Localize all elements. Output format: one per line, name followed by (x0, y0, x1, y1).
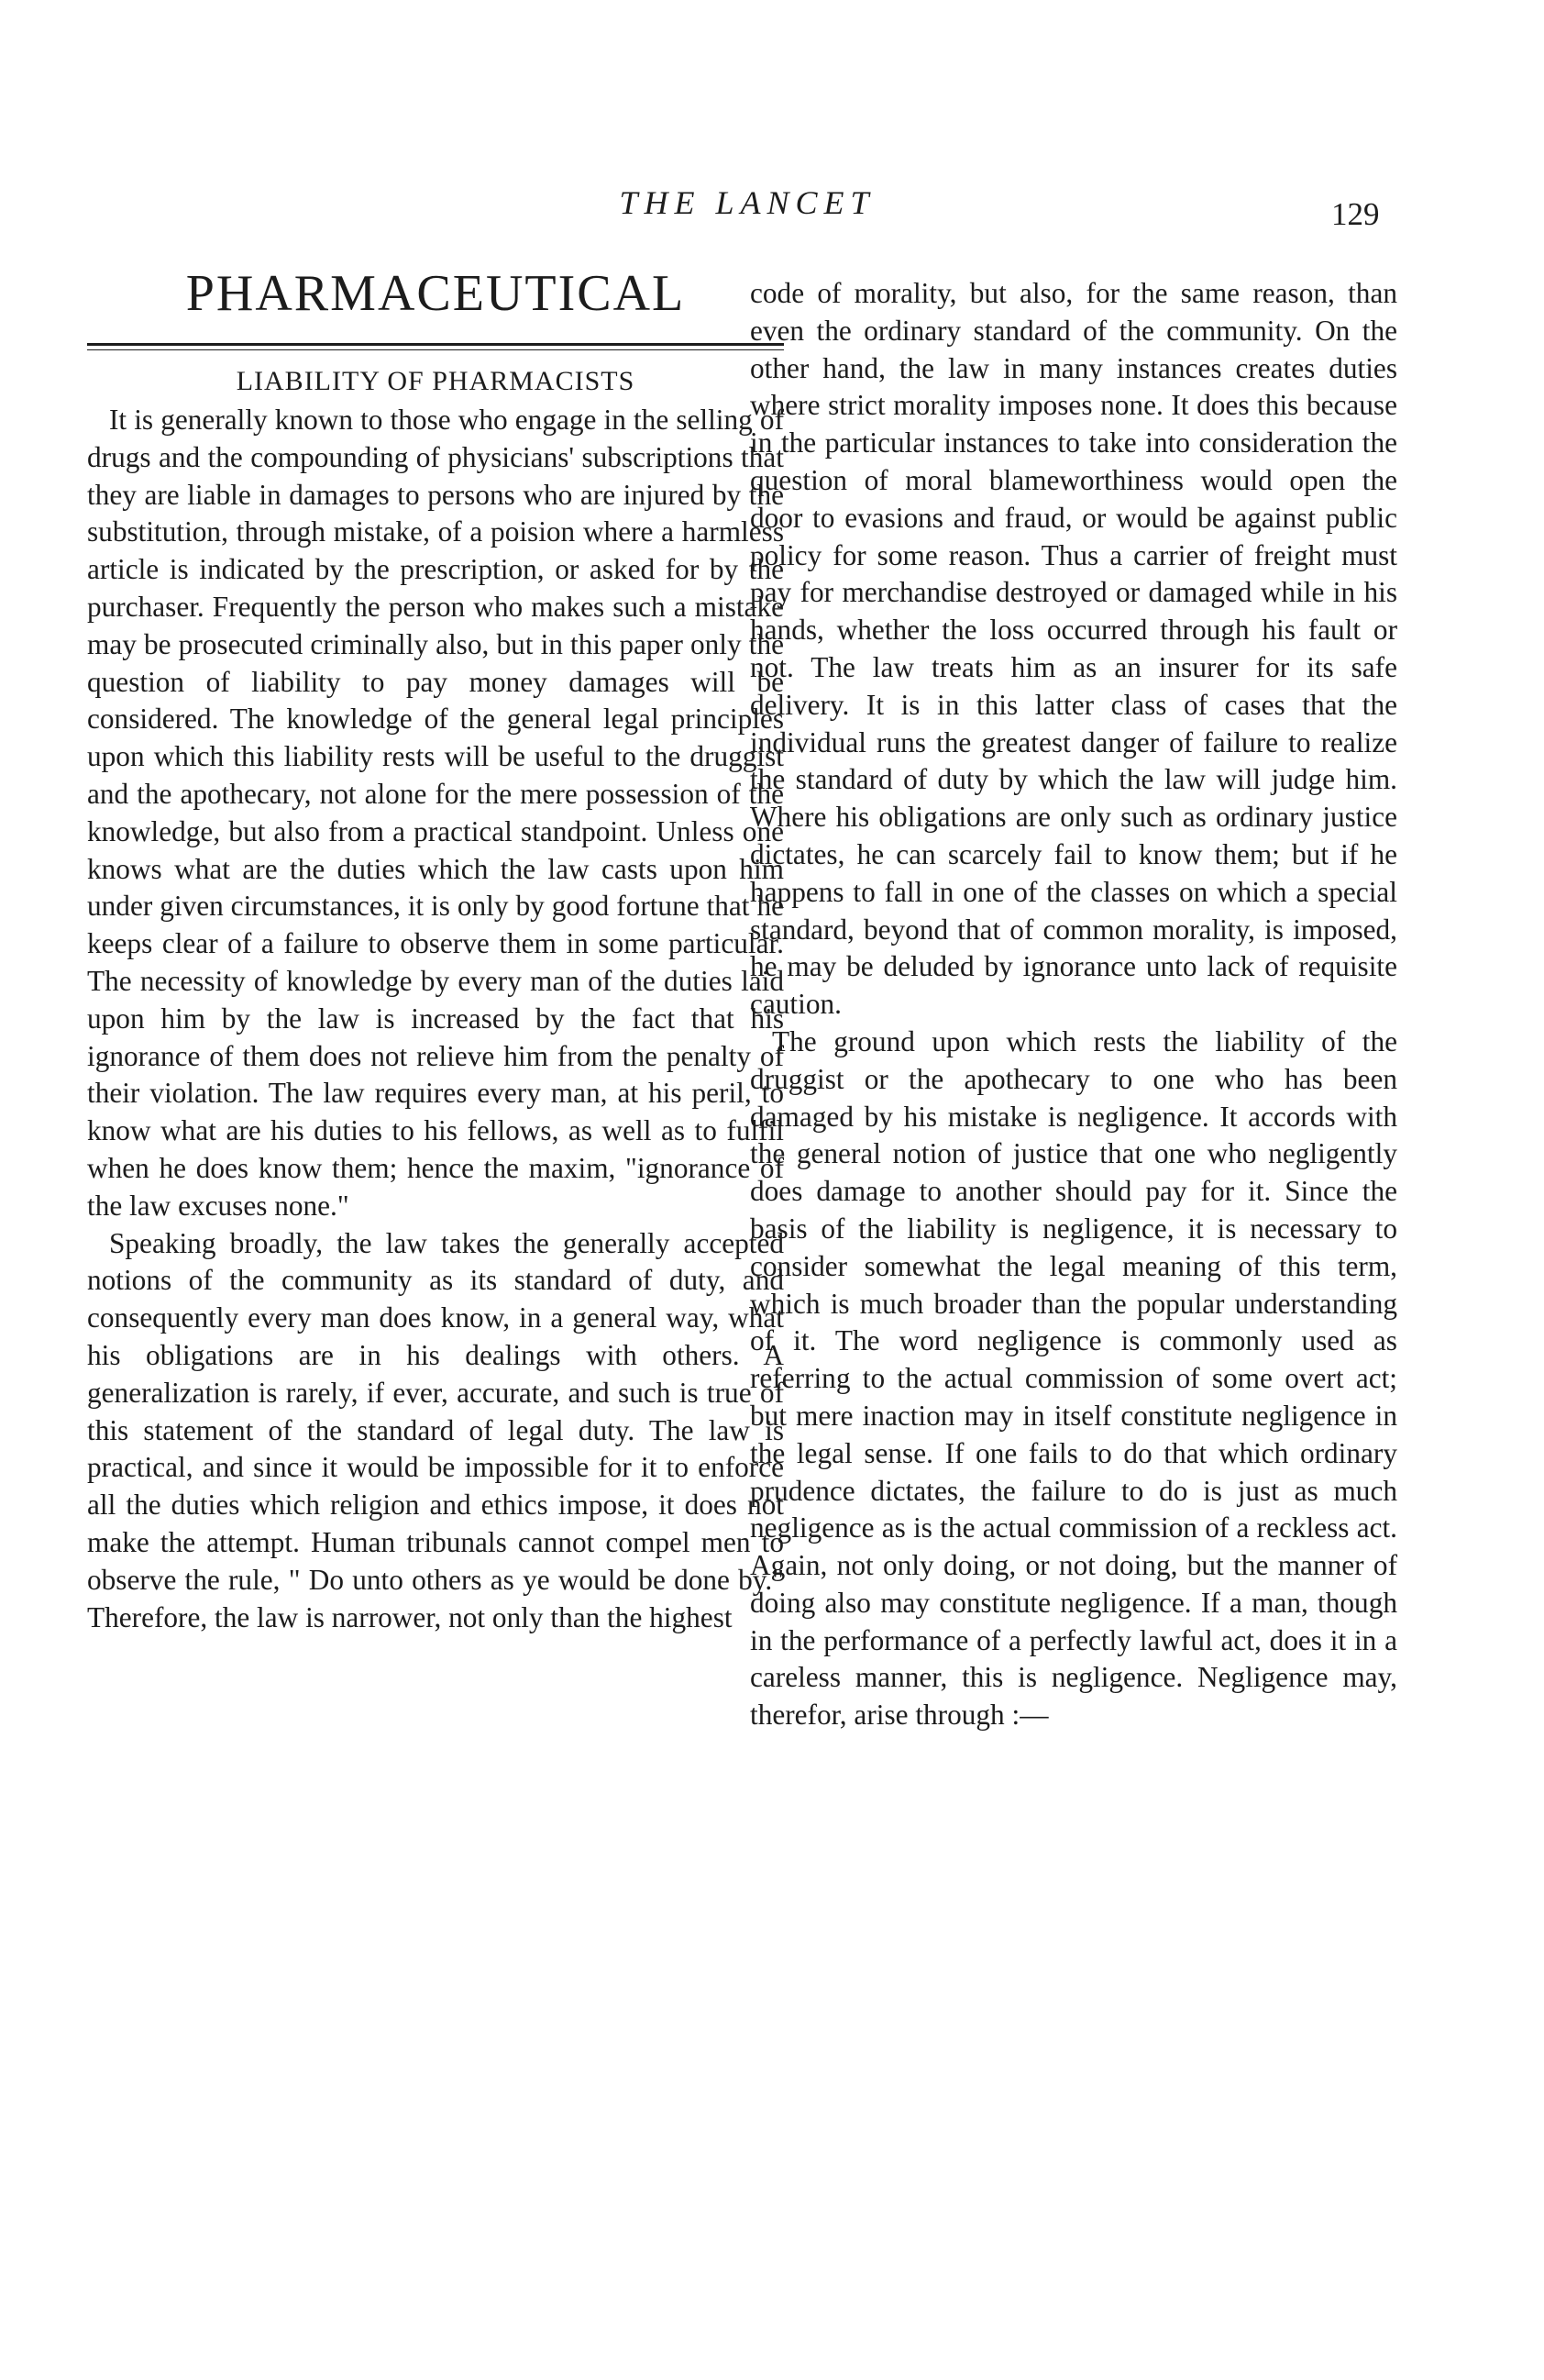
section-title: PHARMACEUTICAL (185, 265, 686, 322)
running-head: THE LANCET (619, 184, 876, 221)
page-number: 129 (1331, 196, 1380, 232)
left-column (87, 264, 784, 1636)
left-paragraph-2: Speaking broadly, the law takes the generally accepted notions of the community as its standard of duty, and consequently every man does know, in a general way, what his obligations are in his dealings with others. A generalization is rarely, if ever, accurate, and such is true of this statement of the standard of legal duty. The law is practical, and since it would be impossible for it to enforce all the duties which religion and ethics impose, it does not make the attempt. Human tribunals cannot compel men to observe the rule, " Do unto others as ye would be done by." Therefore, the law is narrower, not only than the highest (87, 1226, 784, 1633)
right-paragraph-1: code of morality, but also, for the same reason, than even the ordinary standard of the community. On the other hand, the law in many instances creates duties where strict morality imposes none. It does this because in the particular instances to take into consideration the question of moral blameworthiness would open the door to evasions and fraud, or would be against public policy for some reason. Thus a carrier of freight must pay for merchandise destroyed or damaged while in his hands, whether the loss occurred through his fault or not. The law treats him as an insurer for its safe delivery. It is in this latter class of cases that the individual runs the greatest danger of failure to realize the standard of duty by which the law will judge him. Where his obligations are only such as ordinary justice dictates, he can scarcely fail to know them; but if he happens to fall in one of the classes on which a special standard, beyond that of common morality, is imposed, he may be deluded by ignorance unto lack of requisite caution. (750, 277, 1397, 1021)
right-column (750, 275, 1397, 1734)
left-paragraph-1: It is generally known to those who engage in the selling of drugs and the compounding of physicians' subscriptions that they are liable in damages to persons who are injured by the substitution, through mistake, of a poision where a harmless article is indicated by the prescription, or asked for by the purchaser. Frequently the person who makes such a mistake may be prosecuted criminally also, but in this paper only the question of liability to pay money damages will be considered. The knowledge of the general legal principles upon which this liability rests will be useful to the druggist and the apothecary, not alone for the mere possession of the knowledge, but also from a practical standpoint. Unless one knows what are the duties which the law casts upon him under given circumstances, it is only by good fortune that he keeps clear of a failure to observe them in some particular. The necessity of knowledge by every man of the duties laid upon him by the law is increased by the fact that his ignorance of them does not relieve him from the penalty of their violation. The law requires every man, at his peril, to know what are his duties to his fellows, as well as to fulfil when he does know them; hence the maxim, "ignorance of the law excuses none." (87, 404, 784, 1222)
title-rule-thin (87, 349, 784, 350)
right-paragraph-2: The ground upon which rests the liability of the druggist or the apothecary to one who has been damaged by his mistake is negligence. It accords with the general notion of justice that one who negligently does damage to another should pay for it. Since the basis of the liability is negligence, it is necessary to consider somewhat the legal meaning of this term, which is much broader than the popular understanding of it. The word negligence is commonly used as referring to the actual commission of some overt act; but mere inaction may in itself constitute negligence in the legal sense. If one fails to do that which ordinary prudence dictates, the failure to do is just as much negligence as is the actual commission of a reckless act. Again, not only doing, or not doing, but the manner of doing also may constitute negligence. If a man, though in the performance of a perfectly lawful act, does it in a careless manner, this is negligence. Negligence may, therefor, arise through :— (750, 1024, 1397, 1732)
title-rule-thick (87, 343, 784, 346)
article-subtitle: LIABILITY OF PHARMACISTS (236, 366, 635, 396)
